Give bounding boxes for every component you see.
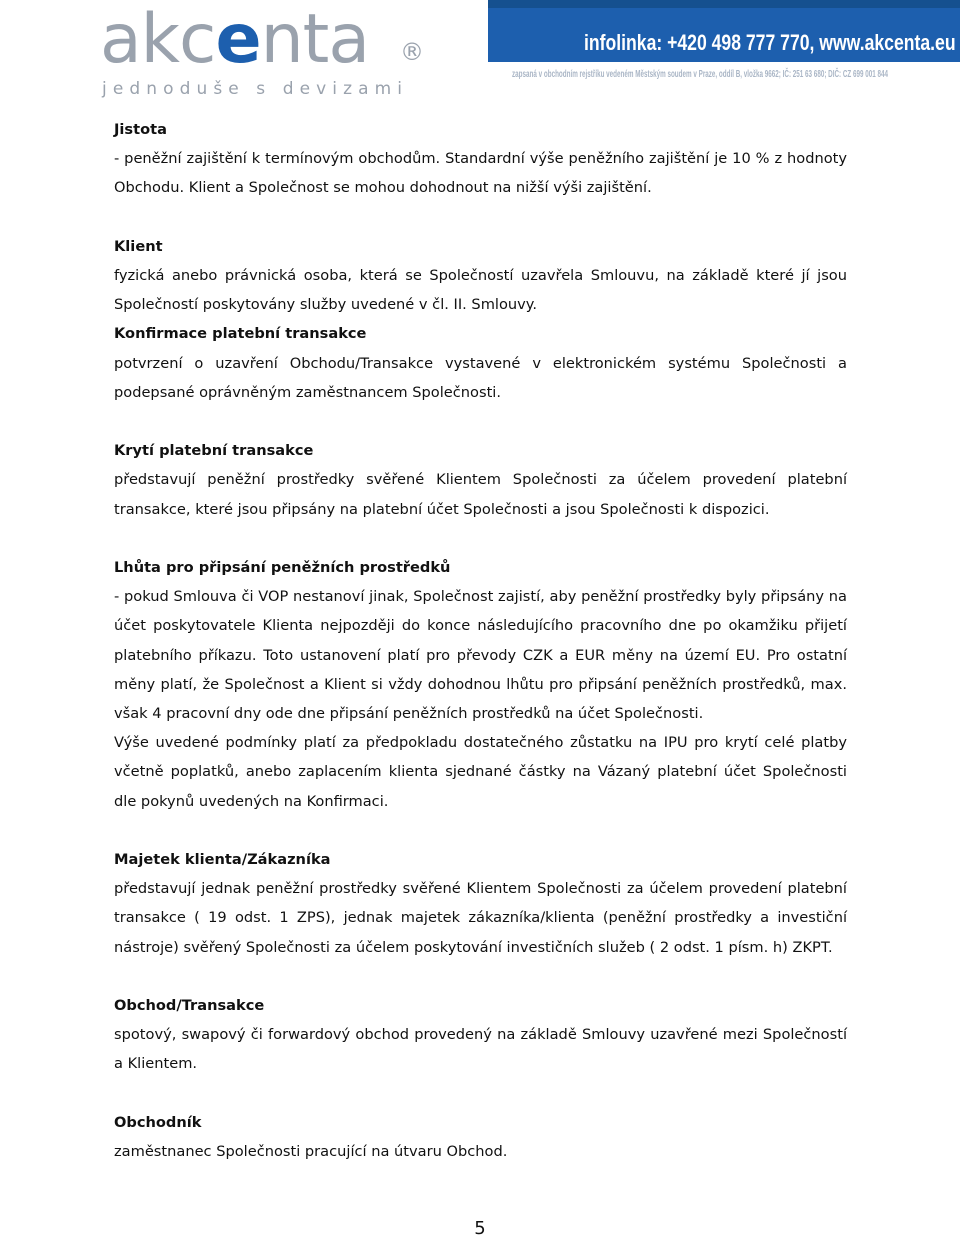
- term-heading: Majetek klienta/Zákazníka: [114, 851, 331, 869]
- definition-text: fyzická anebo právnická osoba, která se Společností uzavřela Smlouvu, na základě které jí jsou Společností poskytovány služby uvedené v čl. II. Smlouvy.: [114, 267, 847, 314]
- definition-text: představují jednak peněžní prostředky svěřené Klientem Společnosti za účelem provedení platební transakce ( 19 odst. 1 ZPS), jednak majetek zákazníka/klienta (peněžní prostředky a investiční nástroje) svěřený Společnosti za účelem poskytování investičních služeb ( 2 odst. 1 písm. h) ZKPT.: [114, 880, 847, 956]
- registration-line: zapsaná v obchodním rejstříku vedeném Městským soudem v Praze, oddíl B, vložka 9662; IČ: 251 63 680; DIČ: CZ 699 001 844: [512, 69, 889, 80]
- document-body: [114, 115, 847, 1166]
- document-header: [0, 0, 960, 100]
- spacer: [114, 816, 847, 845]
- definition-konfirmace: [114, 319, 847, 407]
- spacer: [114, 1079, 847, 1108]
- logo-text-accent: e: [215, 2, 261, 79]
- logo-tagline: jednoduše s devizami: [102, 79, 403, 98]
- definition-text: spotový, swapový či forwardový obchod provedený na základě Smlouvy uzavřené mezi Společností a Klientem.: [114, 1026, 847, 1073]
- banner-top-strip: [488, 0, 960, 8]
- definition-text-continued: Výše uvedené podmínky platí za předpokladu dostatečného zůstatku na IPU pro krytí celé platby včetně poplatků, anebo zaplacením klienta sjednané částky na Vázaný platební účet Společnosti dle pokynů uvedených na Konfirmaci.: [114, 734, 847, 810]
- term-heading: Jistota: [114, 121, 167, 138]
- spacer: [114, 524, 847, 553]
- definition-majetek: [114, 845, 847, 962]
- definition-text: - peněžní zajištění k termínovým obchodům. Standardní výše peněžního zajištění je 10 % z hodnoty Obchodu. Klient a Společnost se mohou dohodnout na nižší výši zajištění.: [114, 150, 847, 197]
- definition-lhuta: [114, 553, 847, 816]
- infoline-text: infolinka: +420 498 777 770, www.akcenta.eu: [584, 30, 956, 55]
- definition-jistota: [114, 115, 847, 203]
- definition-kryti: [114, 436, 847, 524]
- spacer: [114, 407, 847, 436]
- term-heading: Krytí platební transakce: [114, 442, 314, 460]
- definition-text: představují peněžní prostředky svěřené Klientem Společnosti za účelem provedení platební transakce, které jsou připsány na platební účet Společnosti a jsou Společnosti k dispozici.: [114, 471, 847, 518]
- trademark-symbol: ®: [400, 38, 424, 66]
- akcenta-logo: [100, 2, 430, 98]
- term-heading: Konfirmace platební transakce: [114, 325, 367, 343]
- definition-text: zaměstnanec Společnosti pracující na útvaru Obchod.: [114, 1143, 508, 1161]
- term-heading: Klient: [114, 237, 163, 255]
- definition-obchod: [114, 991, 847, 1079]
- logo-text-suffix: nta: [260, 2, 369, 79]
- term-heading: Obchodník: [114, 1113, 202, 1131]
- logo-text-prefix: akc: [100, 2, 216, 79]
- contact-banner: [488, 0, 960, 62]
- spacer: [114, 203, 847, 232]
- term-heading: Obchod/Transakce: [114, 997, 265, 1015]
- page-number: 5: [474, 1218, 486, 1239]
- definition-text: potvrzení o uzavření Obchodu/Transakce vystavené v elektronickém systému Společnosti a podepsané oprávněným zaměstnancem Společnosti.: [114, 354, 847, 401]
- definition-obchodnik: [114, 1108, 847, 1166]
- definition-klient: [114, 232, 847, 320]
- spacer: [114, 962, 847, 991]
- definition-text: - pokud Smlouva či VOP nestanoví jinak, Společnost zajistí, aby peněžní prostředky byly připsány na účet poskytovatele Klienta nejpozději do konce následujícího pracovního dne po okamžiku přijetí platebního příkazu. Toto ustanovení platí pro převody CZK a EUR měny na území EU. Pro ostatní měny platí, že Společnost a Klient si vždy dohodnou lhůtu pro připsání peněžních prostředků, max. však 4 pracovní dny ode dne připsání peněžních prostředků na účet Společnosti.: [114, 588, 847, 723]
- svg-text:akcenta: [100, 2, 369, 79]
- term-heading: Lhůta pro připsání peněžních prostředků: [114, 559, 451, 576]
